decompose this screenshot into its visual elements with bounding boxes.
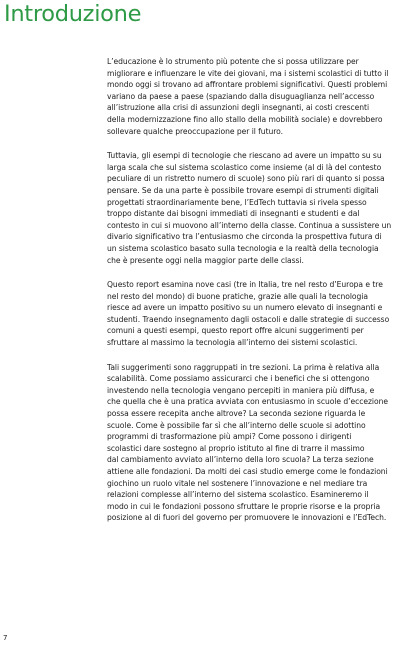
text-line: contesto in cui si muovono all’interno della classe. Continua a sussistere un	[107, 220, 392, 230]
paragraph-sections	[107, 362, 411, 524]
text-line: Questo report esamina nove casi (tre in Italia, tre nel resto d’Europa e tre	[107, 280, 383, 290]
text-line: comuni a questi esempi, questo report offre alcuni suggerimenti per	[107, 326, 364, 336]
text-line: pensare. Se da una parte è possibile trovare esempi di strumenti digitali	[107, 185, 379, 195]
paragraph-report	[107, 279, 411, 349]
text-line: attiene alle fondazioni. Da molti dei casi studio emerge come le fondazioni	[107, 467, 388, 476]
paragraph-technology	[107, 150, 411, 266]
text-line: modo in cui le fondazioni possono sfruttare le proprie risorse e la propria	[107, 501, 381, 511]
text-line: investendo nella tecnologia vengano percepiti in maniera più diffusa, e	[107, 385, 375, 395]
text-line: migliorare e influenzare le vite dei giovani, ma i sistemi scolastici di tutto il	[107, 68, 389, 78]
text-line: dal cambiamento avviato all’interno della loro scuola? La terza sezione	[107, 455, 374, 465]
text-line: sfruttare al massimo la tecnologia all’interno dei sistemi scolastici.	[107, 338, 358, 348]
text-line: nel resto del mondo) di buone pratiche, grazie alle quali la tecnologia	[107, 291, 368, 301]
text-line: scuole. Come è possibile far sì che all’interno delle scuole si adottino	[107, 420, 366, 430]
text-line: relazioni complesse all’interno del sistema scolastico. Esamineremo il	[107, 490, 369, 500]
text-line: variano da paese a paese (spaziando dalla disuguaglianza nell’accesso	[107, 91, 375, 101]
text-line: troppo distante dai bisogni immediati di insegnanti e studenti e dal	[107, 209, 360, 219]
page-title: Introduzione	[4, 1, 142, 27]
text-line: un sistema scolastico basato sulla tecnologia e la realtà della tecnologia	[107, 243, 379, 253]
text-line: scolastici dare sostegno al proprio istituto al fine di trarre il massimo	[107, 443, 365, 453]
text-line: che è presente oggi nella maggior parte delle classi.	[107, 255, 304, 265]
text-line: progettati straordinariamente bene, l’EdTech tuttavia si rivela spesso	[107, 197, 367, 207]
text-line: riesce ad avere un impatto positivo su un numero elevato di insegnanti e	[107, 303, 383, 313]
text-line: all’istruzione alla crisi di assunzioni degli insegnanti, ai costi crescenti	[107, 103, 370, 113]
text-line: Tali suggerimenti sono raggruppati in tre sezioni. La prima è relativa alla	[107, 362, 380, 372]
text-line: sollevare qualche preoccupazione per il futuro.	[107, 126, 283, 136]
body-text	[107, 56, 411, 537]
text-line: che quella che è una pratica avviata con entusiasmo in scuole d’eccezione	[107, 397, 388, 407]
text-line: giochino un ruolo vitale nel sostenere l’innovazione e nel mediare tra	[107, 478, 368, 488]
text-line: della modernizzazione fino allo stallo della mobilità sociale) e dovrebbero	[107, 114, 383, 124]
text-line: studenti. Traendo insegnamento dagli ostacoli e dalle strategie di successo	[107, 314, 390, 324]
text-line: Tuttavia, gli esempi di tecnologie che riescano ad avere un impatto su su	[107, 151, 382, 161]
text-line: L’educazione è lo strumento più potente che si possa utilizzare per	[107, 57, 359, 66]
page-number: 7	[3, 634, 8, 642]
text-line: larga scala che sul sistema scolastico come insieme (al di là del contesto	[107, 162, 382, 172]
text-line: mondo oggi si trovano ad affrontare problemi significativi. Questi problemi	[107, 80, 388, 90]
text-line: divario significativo tra l’entusiasmo che circonda la prospettiva futura di	[107, 232, 382, 242]
text-line: scalabilità. Come possiamo assicurarci che i benefici che si ottengono	[107, 374, 370, 384]
text-line: programmi di trasformazione più ampi? Come possono i dirigenti	[107, 432, 352, 442]
text-line: peculiare di un ristretto numero di scuole) sono più rari di quanto si possa	[107, 174, 385, 184]
paragraph-intro	[107, 56, 411, 137]
text-line: possa essere recepita anche altrove? La seconda sezione riguarda le	[107, 409, 366, 419]
text-line: posizione al di fuori del governo per promuovere le innovazioni e l’EdTech.	[107, 513, 387, 523]
